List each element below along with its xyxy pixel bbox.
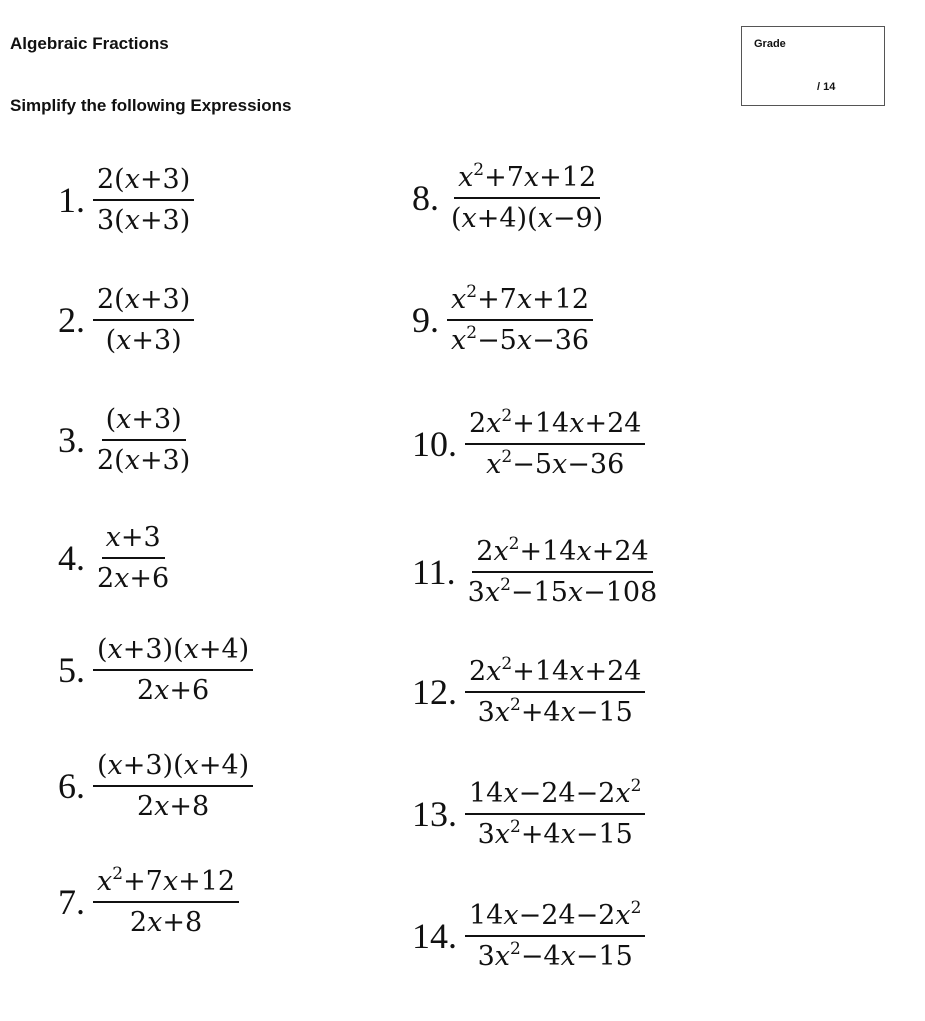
problem-2 [58, 270, 194, 370]
problem-number: 3. [58, 420, 85, 460]
fraction-numerator: 𝑥$^2$+7𝑥+12 [454, 162, 600, 199]
problem-1 [58, 150, 194, 250]
fraction-numerator: 2𝑥$^2$+14𝑥+24 [465, 408, 645, 445]
problem-9 [412, 270, 593, 370]
worksheet-instructions: Simplify the following Expressions [10, 96, 292, 115]
fraction-denominator: 3𝑥$^2$+4𝑥−15 [477, 817, 633, 850]
fraction-numerator: 2𝑥$^2$+14𝑥+24 [472, 536, 652, 573]
fraction-numerator: 2(𝑥+3) [93, 164, 194, 201]
problem-12 [412, 642, 645, 742]
fraction-numerator: (𝑥+3) [102, 404, 186, 441]
problem-7 [58, 852, 239, 952]
fraction-numerator: 𝑥$^2$+7𝑥+12 [93, 866, 239, 903]
problem-number: 13. [412, 794, 457, 834]
problem-number: 12. [412, 672, 457, 712]
problem-number: 4. [58, 538, 85, 578]
problem-5 [58, 620, 253, 720]
fraction [447, 159, 607, 234]
fraction [465, 775, 645, 850]
problem-number: 6. [58, 766, 85, 806]
problem-number: 1. [58, 180, 85, 220]
fraction-numerator: 2(𝑥+3) [93, 284, 194, 321]
problem-number: 8. [412, 178, 439, 218]
fraction-denominator: 3𝑥$^2$−15𝑥−108 [467, 575, 658, 608]
problem-13 [412, 764, 645, 864]
fraction-numerator: (𝑥+3)(𝑥+4) [93, 634, 253, 671]
fraction-numerator: (𝑥+3)(𝑥+4) [93, 750, 253, 787]
fraction [447, 281, 593, 356]
fraction [93, 750, 253, 822]
fraction-denominator: 3𝑥$^2$+4𝑥−15 [477, 695, 633, 728]
fraction-numerator: 𝑥$^2$+7𝑥+12 [447, 284, 593, 321]
fraction-denominator: 2𝑥+6 [136, 675, 210, 706]
fraction [464, 533, 662, 608]
fraction [465, 405, 645, 480]
fraction-numerator: 14𝑥−24−2𝑥$^2$ [465, 900, 645, 937]
problem-number: 14. [412, 916, 457, 956]
grade-score: / 14 [817, 81, 836, 93]
fraction [93, 164, 194, 236]
fraction-denominator: (𝑥+4)(𝑥−9) [451, 203, 604, 234]
fraction-numerator: 𝑥+3 [102, 522, 165, 559]
fraction-denominator: 2𝑥+8 [129, 907, 203, 938]
fraction-denominator: 𝑥$^2$−5𝑥−36 [451, 323, 590, 356]
fraction [465, 897, 645, 972]
fraction-denominator: (𝑥+3) [105, 325, 182, 356]
problem-number: 7. [58, 882, 85, 922]
fraction-denominator: 2𝑥+6 [97, 563, 170, 594]
fraction-numerator: 2𝑥$^2$+14𝑥+24 [465, 656, 645, 693]
problem-number: 11. [412, 552, 456, 592]
problem-14 [412, 886, 645, 986]
fraction [93, 404, 194, 476]
problem-11 [412, 522, 661, 622]
fraction-denominator: 3𝑥$^2$−4𝑥−15 [477, 939, 633, 972]
problem-4 [58, 508, 173, 608]
problem-number: 10. [412, 424, 457, 464]
problem-number: 5. [58, 650, 85, 690]
problem-3 [58, 390, 194, 490]
grade-label: Grade [754, 38, 786, 50]
fraction-numerator: 14𝑥−24−2𝑥$^2$ [465, 778, 645, 815]
problem-10 [412, 394, 645, 494]
fraction [93, 863, 239, 938]
worksheet-title: Algebraic Fractions [10, 34, 169, 53]
fraction-denominator: 𝑥$^2$−5𝑥−36 [486, 447, 625, 480]
problem-8 [412, 148, 607, 248]
fraction [465, 653, 645, 728]
problem-6 [58, 736, 253, 836]
fraction [93, 634, 253, 706]
fraction [93, 522, 173, 594]
fraction-denominator: 2(𝑥+3) [97, 445, 191, 476]
grade-box [741, 26, 885, 106]
problem-number: 9. [412, 300, 439, 340]
problem-number: 2. [58, 300, 85, 340]
fraction-denominator: 3(𝑥+3) [97, 205, 191, 236]
fraction-denominator: 2𝑥+8 [136, 791, 210, 822]
fraction [93, 284, 194, 356]
